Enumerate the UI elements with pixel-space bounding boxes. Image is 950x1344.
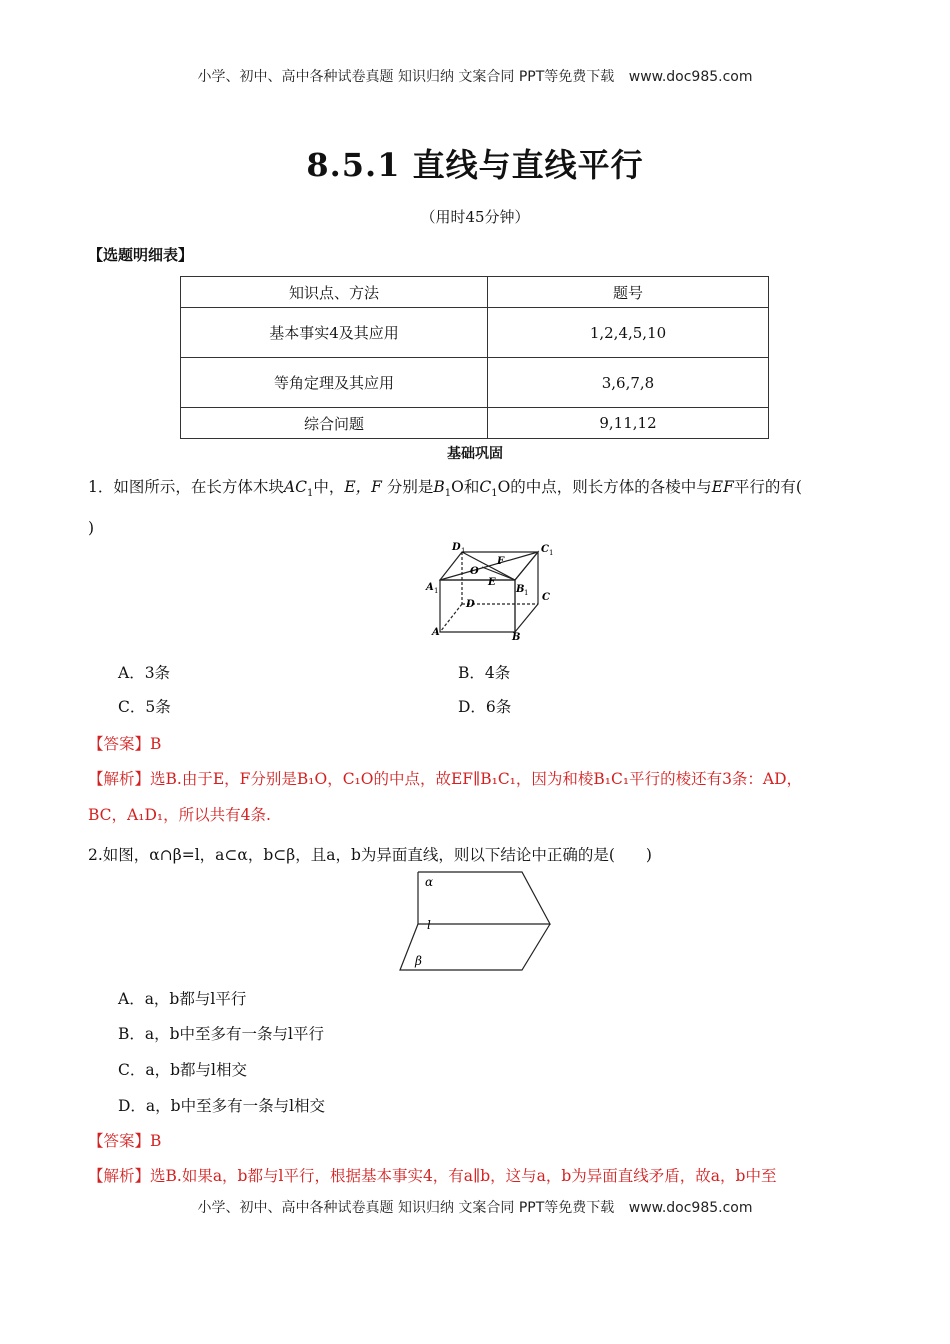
label-A: A [432, 627, 440, 638]
q1-answer: 【答案】B [88, 735, 162, 753]
page-title: 8.5.1 直线与直线平行 [306, 146, 644, 184]
table-cell: 3,6,7,8 [488, 358, 769, 408]
table-cell: 等角定理及其应用 [181, 358, 488, 408]
label-F: F [497, 556, 505, 567]
q1-c1o: C [479, 478, 492, 496]
table-cell: 综合问题 [181, 408, 488, 439]
label-sub: 1 [461, 547, 466, 555]
bottom-banner [0, 1197, 950, 1217]
segment-ob1 [482, 567, 515, 580]
q2-option-c[interactable]: C．a，b都与l相交 [118, 1061, 247, 1079]
plane-beta [400, 924, 550, 970]
label-beta: β [415, 954, 422, 968]
q1-text: 中， [313, 478, 345, 496]
q1-option-d[interactable]: D．6条 [458, 698, 512, 716]
q1-text: 1．如图所示，在长方体木块 [88, 478, 284, 496]
q1-option-a[interactable]: A．3条 [118, 664, 171, 682]
q2-analysis-line1: 【解析】选B.如果a，b都与l平行，根据基本事实4，有a∥b，这与a，b为异面直线矛盾，故a，b中至 [88, 1167, 777, 1185]
label-sub: 1 [524, 589, 529, 597]
selection-table-label: 【选题明细表】 [88, 246, 194, 264]
q1-ac1: AC [283, 478, 307, 496]
q1-ef: EF [711, 478, 734, 496]
label-D1: D [452, 542, 461, 553]
table-row [181, 358, 769, 408]
top-banner [0, 66, 950, 86]
label-C: C [542, 592, 550, 603]
table-header-cell: 知识点、方法 [181, 277, 488, 308]
table-row [181, 308, 769, 358]
q1-text: 分别是 [381, 478, 434, 496]
q2-option-b[interactable]: B．a，b中至多有一条与l平行 [118, 1025, 325, 1043]
banner-url[interactable]: www.doc985.com [628, 1200, 753, 1216]
table-cell: 1,2,4,5,10 [488, 308, 769, 358]
diagonal-a1c1 [440, 552, 538, 580]
table-row [181, 408, 769, 439]
cuboid-front-face [440, 580, 515, 632]
q1-option-c[interactable]: C．5条 [118, 698, 171, 716]
question-1-stem [88, 470, 878, 545]
section-heading: 基础巩固 [447, 446, 503, 462]
q1-analysis-line1: 【解析】选B.由于E，F分别是B₁O，C₁O的中点，故EF∥B₁C₁，因为和棱B₁C₁平行的棱还有3条：AD， [88, 770, 803, 788]
q1-b1o: B [433, 478, 445, 496]
label-B1: B [516, 584, 525, 595]
label-sub: 1 [434, 587, 439, 595]
q1-close: ) [88, 519, 95, 538]
label-alpha: α [425, 875, 434, 889]
banner-url[interactable]: www.doc985.com [628, 69, 753, 85]
banner-text: 小学、初中、高中各种试卷真题 知识归纳 文案合同 PPT等免费下载 [197, 1200, 615, 1216]
q1-ef-names: E，F [344, 478, 382, 496]
q1-text: O的中点，则长方体的各棱中与 [497, 478, 712, 496]
table-header-cell: 题号 [488, 277, 769, 308]
table-cell: 基本事实4及其应用 [181, 308, 488, 358]
selection-table [180, 276, 769, 439]
label-sub: 1 [549, 549, 554, 557]
q1-analysis-line2: BC，A₁D₁，所以共有4条. [88, 806, 271, 824]
label-D: D [466, 599, 475, 610]
q1-option-b[interactable]: B．4条 [458, 664, 511, 682]
label-B: B [512, 632, 521, 643]
label-C1: C [541, 544, 549, 555]
q2-option-a[interactable]: A．a，b都与l平行 [118, 990, 247, 1008]
q2-answer: 【答案】B [88, 1132, 162, 1150]
q1-text: 平行的有( [733, 478, 802, 496]
label-A1: A [426, 582, 434, 593]
q1-text: O和 [451, 478, 480, 496]
time-limit: （用时45分钟） [420, 208, 530, 226]
label-O: O [470, 566, 479, 577]
label-E: E [488, 577, 496, 588]
q1-sub: 1 [444, 488, 452, 500]
label-l: l [427, 918, 431, 932]
table-cell: 9,11,12 [488, 408, 769, 439]
q2-option-d[interactable]: D．a，b中至多有一条与l相交 [118, 1097, 326, 1115]
planes-figure [396, 868, 554, 974]
cuboid-figure [420, 540, 560, 646]
q1-sub: 1 [306, 488, 314, 500]
table-header-row [181, 277, 769, 308]
plane-alpha [418, 872, 550, 924]
question-2-stem: 2.如图，α∩β=l，a⊂α，b⊂β，且a，b为异面直线，则以下结论中正确的是( ) [88, 846, 652, 864]
q1-sub: 1 [491, 488, 498, 500]
banner-text: 小学、初中、高中各种试卷真题 知识归纳 文案合同 PPT等免费下载 [197, 69, 615, 85]
